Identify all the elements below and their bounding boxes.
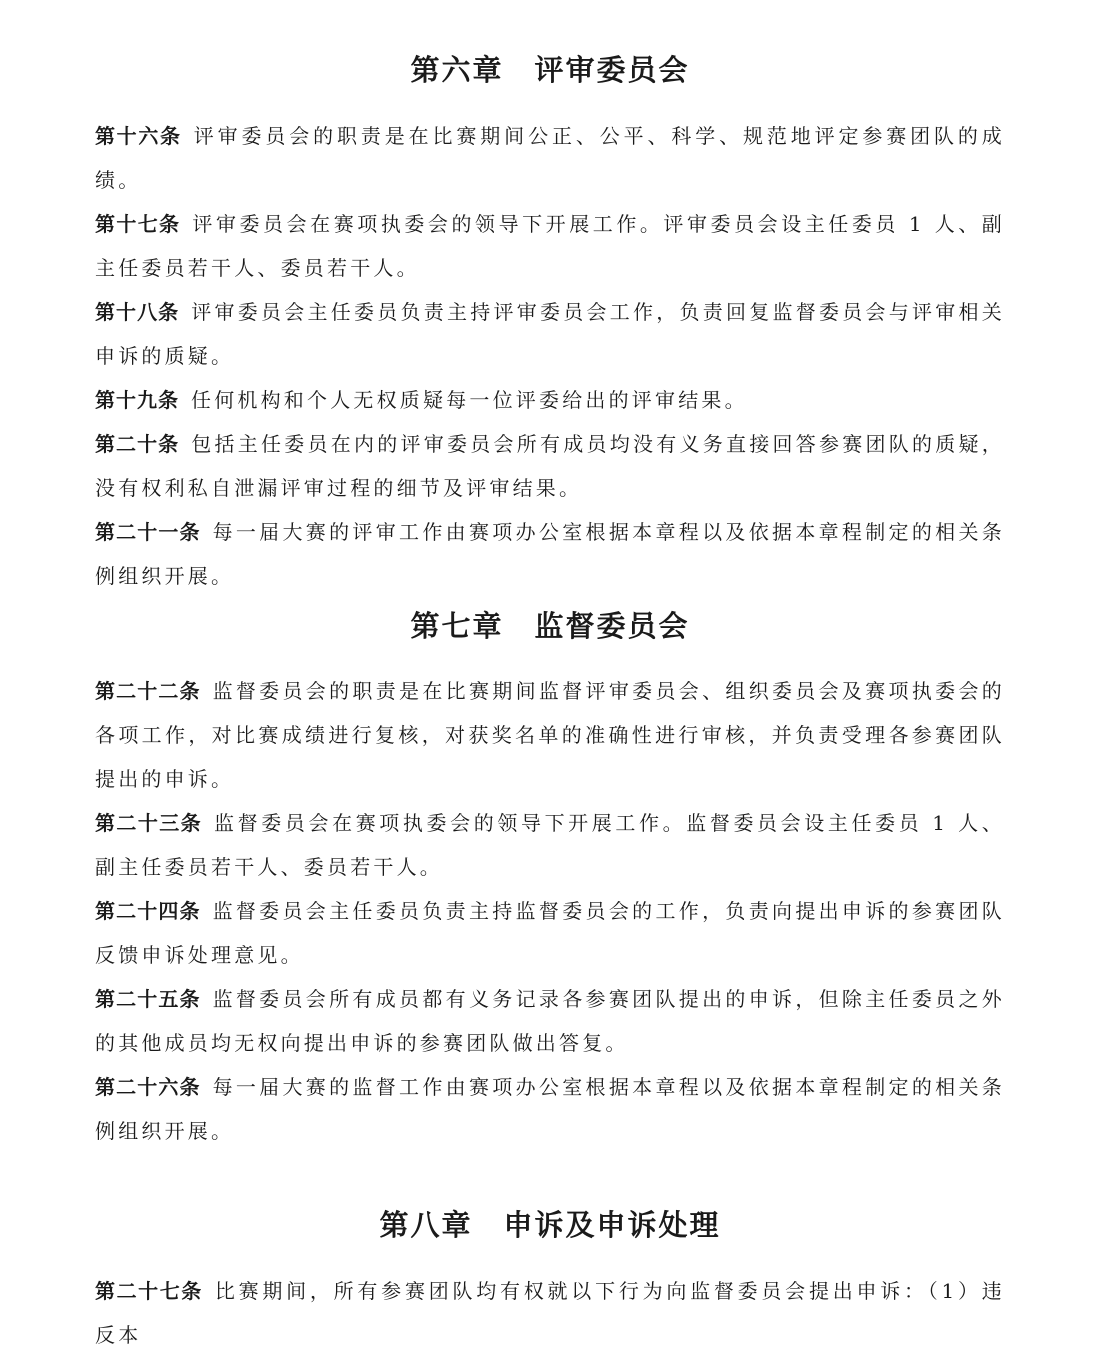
article-text: 任何机构和个人无权质疑每一位评委给出的评审结果。 [191, 388, 748, 412]
chapter-title: 第八章 申诉及申诉处理 [379, 1208, 721, 1242]
article-text: 监督委员会在赛项执委会的领导下开展工作。监督委员会设主任委员 1 人、副主任委员若干人、委员若干人。 [95, 811, 1005, 879]
article-number: 第二十七条 [95, 1279, 203, 1303]
article-number: 第二十二条 [95, 679, 201, 703]
article-20 [95, 422, 1005, 510]
chapter-body [95, 669, 1005, 1153]
article-22 [95, 669, 1005, 801]
article-number: 第二十六条 [95, 1075, 201, 1099]
chapter-title: 第七章 监督委员会 [410, 609, 690, 643]
article-text: 每一届大赛的评审工作由赛项办公室根据本章程以及依据本章程制定的相关条例组织开展。 [95, 520, 1005, 588]
article-text: 包括主任委员在内的评审委员会所有成员均没有义务直接回答参赛团队的质疑，没有权利私自泄漏评审过程的细节及评审结果。 [95, 432, 1006, 500]
article-text: 监督委员会主任委员负责主持监督委员会的工作，负责向提出申诉的参赛团队反馈申诉处理意见。 [95, 899, 1005, 967]
article-text: 评审委员会的职责是在比赛期间公正、公平、科学、规范地评定参赛团队的成绩。 [95, 124, 1005, 192]
article-21 [95, 510, 1005, 598]
article-24 [95, 889, 1005, 977]
chapter-body [95, 1269, 1005, 1357]
article-text: 每一届大赛的监督工作由赛项办公室根据本章程以及依据本章程制定的相关条例组织开展。 [95, 1075, 1005, 1143]
article-text: 监督委员会所有成员都有义务记录各参赛团队提出的申诉，但除主任委员之外的其他成员均无权向提出申诉的参赛团队做出答复。 [95, 987, 1005, 1055]
chapter-body [95, 114, 1005, 598]
article-23 [95, 801, 1005, 889]
article-number: 第十七条 [95, 212, 181, 236]
article-number: 第二十四条 [95, 899, 201, 923]
article-number: 第十八条 [95, 300, 180, 324]
article-text: 评审委员会在赛项执委会的领导下开展工作。评审委员会设主任委员 1 人、副主任委员若干人、委员若干人。 [95, 212, 1005, 280]
article-17 [95, 202, 1005, 290]
article-number: 第二十条 [95, 432, 180, 456]
article-26 [95, 1065, 1005, 1153]
article-16 [95, 114, 1005, 202]
article-text: 评审委员会主任委员负责主持评审委员会工作，负责回复监督委员会与评审相关申诉的质疑。 [95, 300, 1006, 368]
article-text: 监督委员会的职责是在比赛期间监督评审委员会、组织委员会及赛项执委会的各项工作，对比赛成绩进行复核，对获奖名单的准确性进行审核，并负责受理各参赛团队提出的申诉。 [95, 679, 1005, 791]
article-text: 比赛期间，所有参赛团队均有权就以下行为向监督委员会提出申诉：（1）违反本 [95, 1279, 1005, 1347]
article-27 [95, 1269, 1005, 1357]
article-number: 第十九条 [95, 388, 179, 412]
chapter-title: 第六章 评审委员会 [410, 53, 690, 87]
article-number: 第十六条 [95, 124, 182, 148]
article-number: 第二十五条 [95, 987, 201, 1011]
article-25 [95, 977, 1005, 1065]
article-19 [95, 378, 1005, 422]
article-number: 第二十一条 [95, 520, 201, 544]
article-number: 第二十三条 [95, 811, 203, 835]
article-18 [95, 290, 1005, 378]
